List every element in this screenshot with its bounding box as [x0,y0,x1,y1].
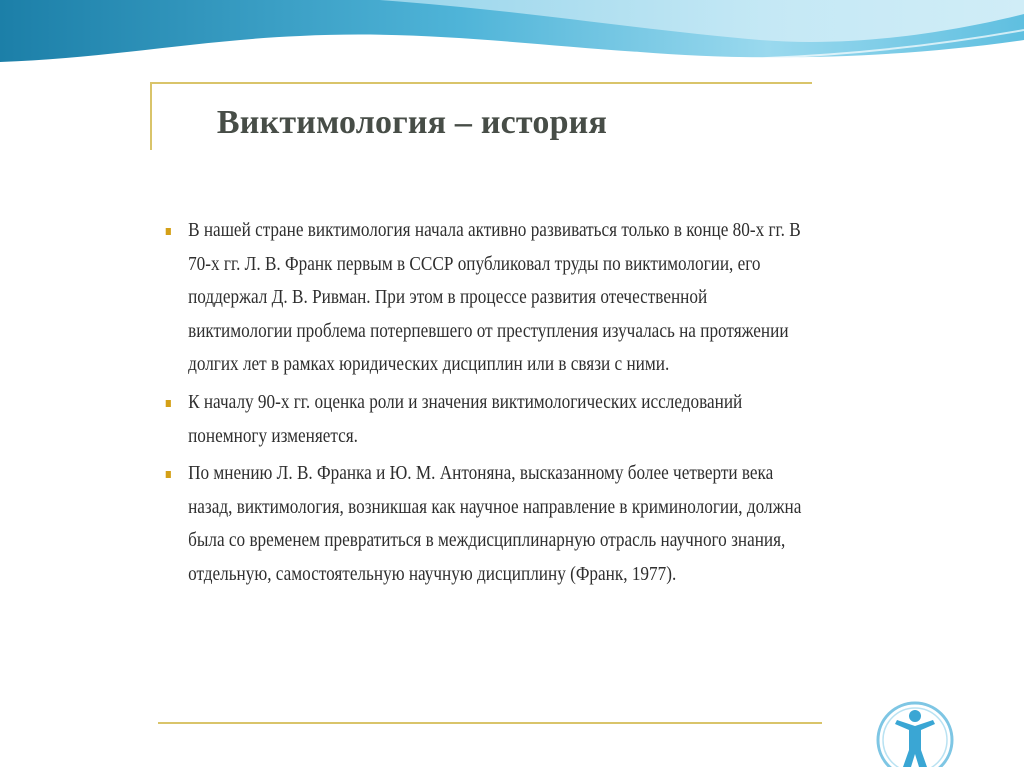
bullet-item [164,457,807,591]
bullet-item [164,214,807,382]
wave-banner-decoration [0,0,1024,70]
bullet-item [164,386,807,453]
person-logo-icon [873,698,957,767]
frame-top-line [150,82,812,84]
slide-title: Виктимология – история [216,104,608,141]
bullet-square-icon [166,228,171,235]
frame-bottom-line [158,722,822,724]
bullet-text: К началу 90-х гг. оценка роли и значения виктимологических исследований понемногу изменяется. [188,390,743,447]
bullet-text: По мнению Л. В. Франка и Ю. М. Антоняна, высказанному более четверти века назад, виктимология, возникшая как научное направление в криминологии, должна была со временем превратиться в междисциплинарную отрасль научного знания, отдельную, самостоятельную научную дисциплину (Франк, 1977). [188,462,802,585]
bullet-list [164,214,824,596]
bullet-square-icon [166,471,171,478]
bullet-square-icon [166,400,171,407]
bullet-text: В нашей стране виктимология начала активно развиваться только в конце 80-х гг. В 70-х гг. Л. В. Франк первым в СССР опубликовал труды по виктимологии, его поддержал Д. В. Ривман. При этом в процессе развития отечественной виктимологии проблема потерпевшего от преступления изучалась на протяжении долгих лет в рамках юридических дисциплин или в связи с ними. [188,219,801,376]
